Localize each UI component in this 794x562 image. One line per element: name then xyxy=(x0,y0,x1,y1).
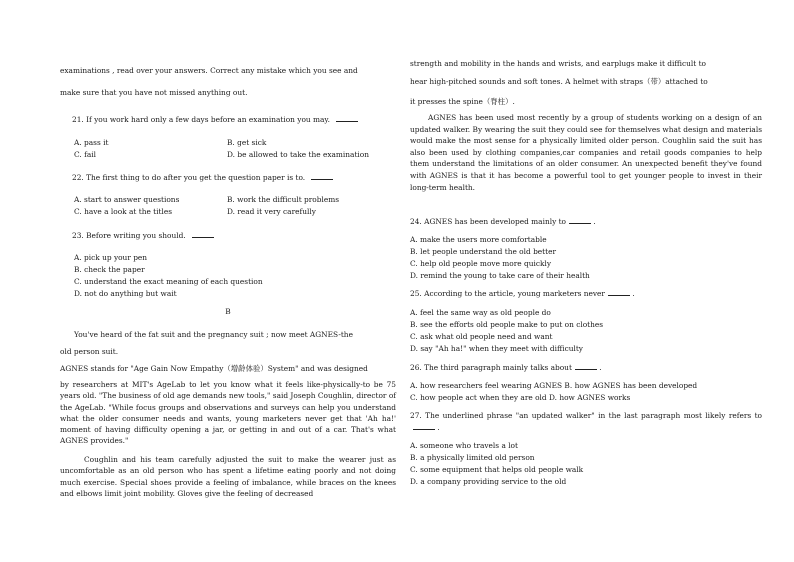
q26-options-ab: A. how researchers feel wearing AGNES B. how AGNES has been developed xyxy=(410,381,698,390)
q25-option-c: C. ask what old people need and want xyxy=(410,332,553,341)
q22-option-d: D. read it very carefully xyxy=(227,207,316,216)
intro-line-1: examinations , read over your answers. Correct any mistake which you see and xyxy=(60,66,358,75)
q23-option-d: D. not do anything but wait xyxy=(74,289,177,298)
q25-stem: 25. According to the article, young marketers never . xyxy=(410,289,635,298)
q23-option-c: C. understand the exact meaning of each question xyxy=(74,277,263,286)
q23-stem: 23. Before writing you should. xyxy=(72,231,214,241)
q24-stem: 24. AGNES has been developed mainly to . xyxy=(410,217,596,226)
cont-line-3: it presses the spine（脊柱）. xyxy=(410,97,515,106)
para1-line-2: old person suit. xyxy=(60,347,119,356)
q27-stem: 27. The underlined phrase "an updated walker" in the last paragraph most likely refers to . xyxy=(410,411,762,432)
answer-blank xyxy=(608,294,630,296)
q27-option-a: A. someone who travels a lot xyxy=(410,441,518,450)
q26-options-cd: C. how people act when they are old D. how AGNES works xyxy=(410,393,631,402)
q24-option-b: B. let people understand the old better xyxy=(410,247,557,256)
q23-option-a: A. pick up your pen xyxy=(74,253,148,262)
q21-option-c: C. fail xyxy=(74,150,96,159)
answer-blank xyxy=(311,178,333,180)
q27-option-c: C. some equipment that helps old people walk xyxy=(410,465,584,474)
q27-option-d: D. a company providing service to the old xyxy=(410,477,567,486)
answer-blank xyxy=(575,368,597,370)
q21-option-b: B. get sick xyxy=(227,138,267,147)
q26-stem: 26. The third paragraph mainly talks about . xyxy=(410,363,602,372)
q25-option-d: D. say "Ah ha!" when they meet with difficulty xyxy=(410,344,583,353)
q22-option-b: B. work the difficult problems xyxy=(227,195,339,204)
q25-option-a: A. feel the same way as old people do xyxy=(410,308,551,317)
answer-blank xyxy=(336,120,358,122)
answer-blank xyxy=(413,428,435,430)
q27-option-b: B. a physically limited old person xyxy=(410,453,535,462)
para3-body: Coughlin and his team carefully adjusted the suit to make the wearer just as uncomfortable as an old person who has spent a lifetime eating poorly and not doing much exercise. Special shoes provide a feeling of imbalance, while braces on the knees and elbows limit joint mobility. Gloves give the feeling of decreased xyxy=(60,455,396,498)
cont-line-2: hear high-pitched sounds and soft tones. A helmet with straps（带）attached to xyxy=(410,77,708,86)
section-b-heading: B xyxy=(225,307,231,316)
q21-option-d: D. be allowed to take the examination xyxy=(227,150,370,159)
para1-line-1: You've heard of the fat suit and the pregnancy suit ; now meet AGNES-the xyxy=(74,330,353,339)
q21-stem: 21. If you work hard only a few days before an examination you may. xyxy=(72,115,358,125)
q21-option-a: A. pass it xyxy=(74,138,109,147)
answer-blank xyxy=(569,222,591,224)
q23-option-b: B. check the paper xyxy=(74,265,145,274)
answer-blank xyxy=(192,236,214,238)
para4-body: AGNES has been used most recently by a group of students working on a design of an updated walker. By wearing the suit they could see for themselves what design and materials would make the most sense for a physically limited older person. Coughlin said the suit has also been used by clothing companies,car companies and retail goods companies to help them understand the limitations of an older consumer. An unexpected benefit they've found with AGNES is that it has become a powerful tool to get younger people to invest in their long-term health. xyxy=(410,113,762,192)
q22-option-a: A. start to answer questions xyxy=(74,195,180,204)
q24-option-a: A. make the users more comfortable xyxy=(410,235,547,244)
para2-line-1: AGNES stands for "Age Gain Now Empathy（增龄体验）System" and was designed xyxy=(60,364,368,373)
q24-option-c: C. help old people move more quickly xyxy=(410,259,552,268)
q24-option-d: D. remind the young to take care of their health xyxy=(410,271,590,280)
q22-option-c: C. have a look at the titles xyxy=(74,207,173,216)
intro-line-2: make sure that you have not missed anything out. xyxy=(60,88,248,97)
q22-stem: 22. The first thing to do after you get the question paper is to. xyxy=(72,173,333,183)
para2-body: by researchers at MIT's AgeLab to let you know what it feels like-physically-to be 75 years old. "The business of old age demands new tools," said Joseph Coughlin, director of the AgeLab. "While focus groups and observations and surveys can help you understand what the older consumer needs and wants, young marketers never get that 'Ah ha!' moment of having difficulty opening a jar, or getting in and out of a car. That's what AGNES provides." xyxy=(60,380,397,446)
q25-option-b: B. see the efforts old people make to put on clothes xyxy=(410,320,604,329)
cont-line-1: strength and mobility in the hands and wrists, and earplugs make it difficult to xyxy=(410,59,707,68)
